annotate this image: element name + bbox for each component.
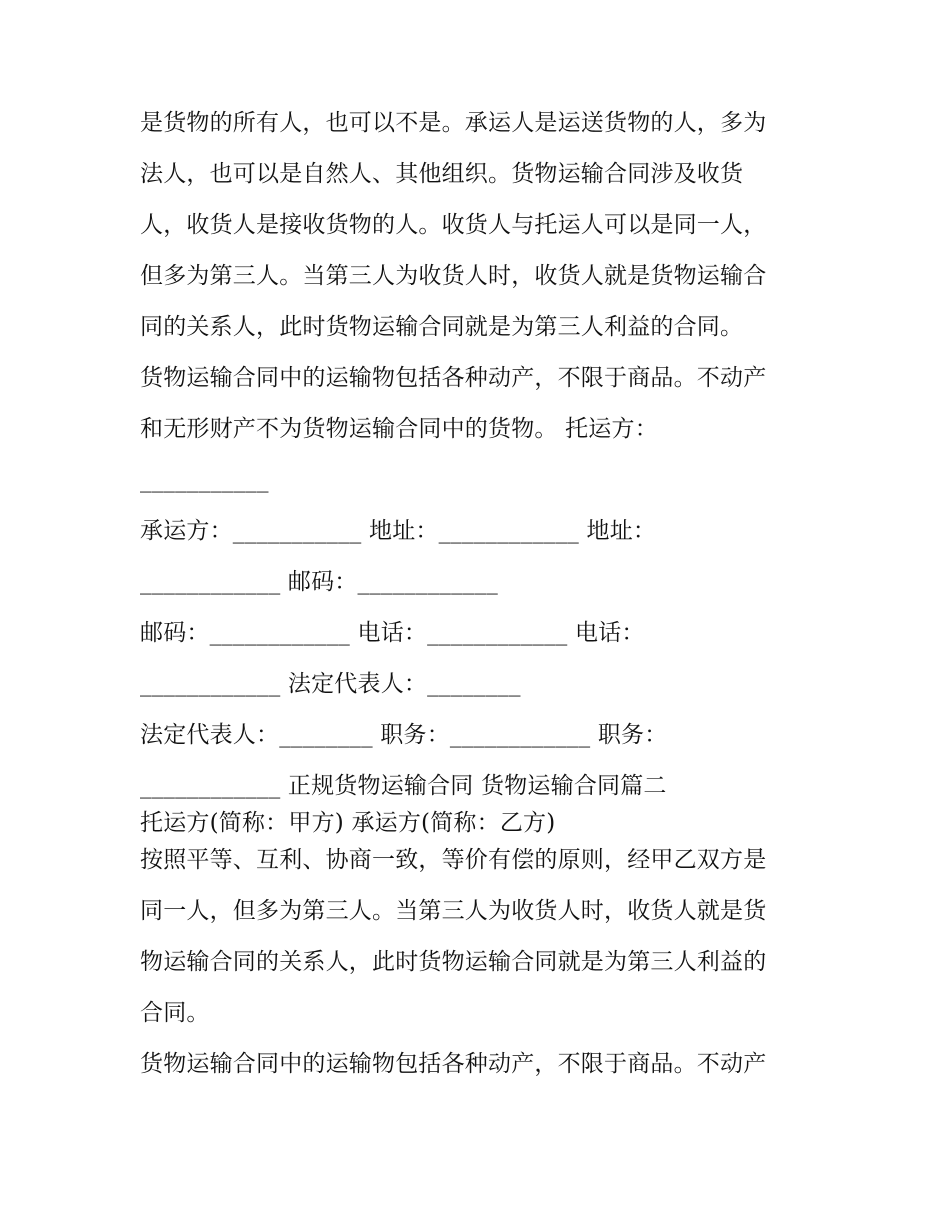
text-line: 货物运输合同中的运输物包括各种动产，不限于商品。不动产 — [140, 365, 767, 391]
document-body — [140, 108, 820, 1100]
text-line: 货物运输合同中的运输物包括各种动产，不限于商品。不动产 — [140, 1051, 767, 1077]
text-line: 人，收货人是接收货物的人。收货人与托运人可以是同一人， — [140, 212, 767, 238]
blank-line: ___________ — [140, 467, 269, 493]
text-line: 是货物的所有人，也可以不是。承运人是运送货物的人，多为 — [140, 110, 767, 136]
text-line: 但多为第三人。当第三人为收货人时，收货人就是货物运输合 — [140, 263, 767, 289]
text-line: 同的关系人，此时货物运输合同就是为第三人利益的合同。 — [140, 314, 744, 340]
text-line: 合同。 — [140, 1000, 210, 1026]
text-line: 和无形财产不为货物运输合同中的货物。 托运方： — [140, 416, 658, 442]
text-line: 同一人，但多为第三人。当第三人为收货人时，收货人就是货 — [140, 898, 767, 924]
text-line: 邮码：____________ 电话：____________ 电话： — [140, 620, 645, 646]
text-line: 法定代表人：________ 职务：____________ 职务： — [140, 722, 668, 748]
text-line: 按照平等、互利、协商一致，等价有偿的原则，经甲乙双方是 — [140, 847, 767, 873]
text-line: ____________ 邮码：____________ — [140, 569, 498, 595]
text-line: 承运方：___________ 地址：____________ 地址： — [140, 518, 657, 544]
text-line: ____________ 正规货物运输合同 货物运输合同篇二 — [140, 773, 667, 799]
text-line: 托运方(简称：甲方) 承运方(简称：乙方) — [140, 810, 556, 836]
text-line: ____________ 法定代表人：________ — [140, 671, 521, 697]
text-line: 物运输合同的关系人，此时货物运输合同就是为第三人利益的 — [140, 949, 767, 975]
text-line: 法人，也可以是自然人、其他组织。货物运输合同涉及收货 — [140, 161, 744, 187]
